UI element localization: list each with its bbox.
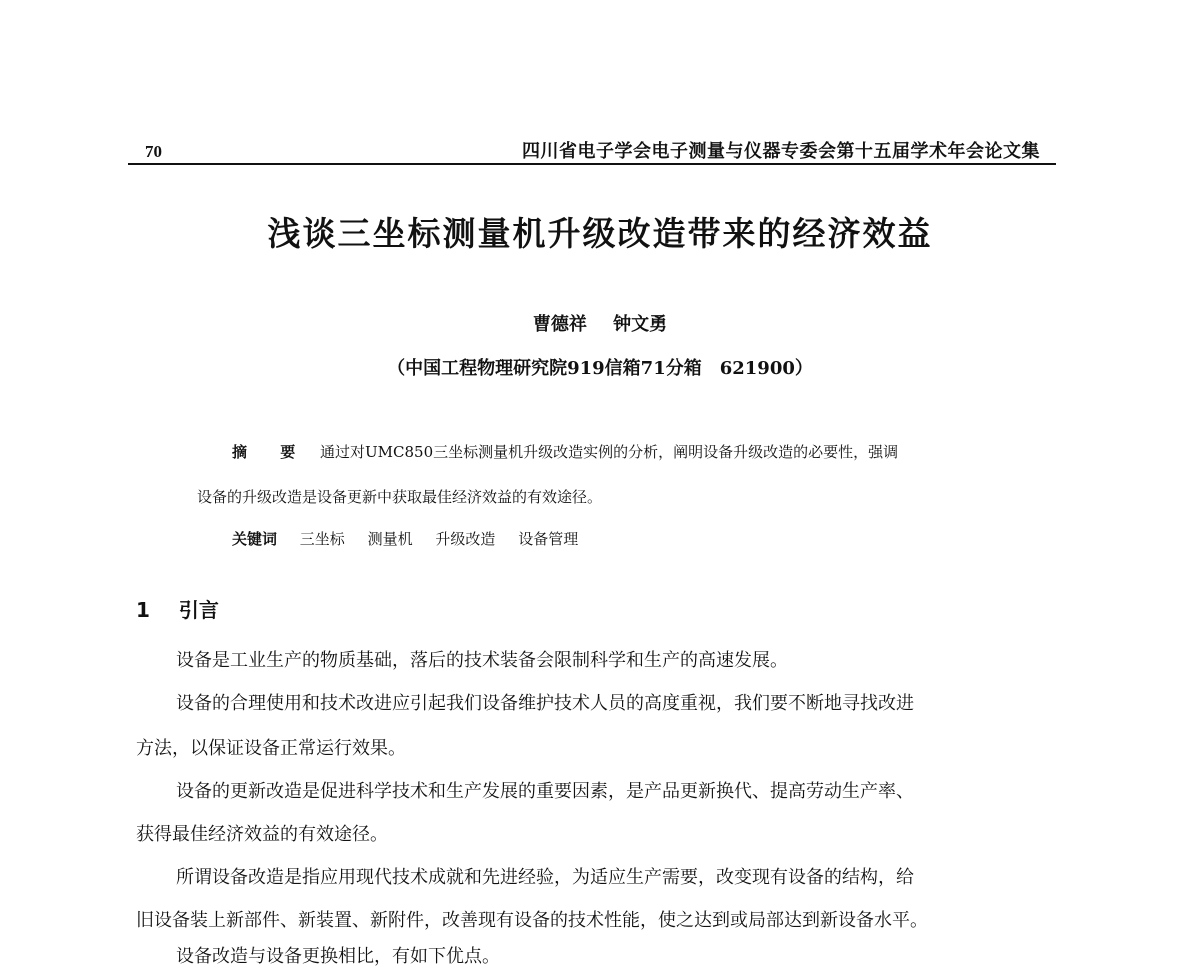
body-paragraph-line: 所谓设备改造是指应用现代技术成就和先进经验，为适应生产需要，改变现有设备的结构，给 bbox=[176, 867, 914, 888]
keyword: 测量机 bbox=[367, 530, 413, 548]
body-paragraph-line: 设备是工业生产的物质基础，落后的技术装备会限制科学和生产的高速发展。 bbox=[176, 650, 788, 671]
abstract-text-line: 通过对UMC850三坐标测量机升级改造实例的分析，阐明设备升级改造的必要性，强调 bbox=[320, 443, 899, 461]
body-paragraph-line: 获得最佳经济效益的有效途径。 bbox=[136, 824, 388, 845]
authors bbox=[0, 310, 1200, 336]
page-number: 70 bbox=[145, 142, 162, 161]
author-name: 钟文勇 bbox=[613, 314, 668, 335]
keyword: 设备管理 bbox=[518, 530, 579, 548]
body-paragraph-line: 设备的更新改造是促进科学技术和生产发展的重要因素，是产品更新换代、提高劳动生产率、 bbox=[176, 781, 914, 802]
paper-title: 浅谈三坐标测量机升级改造带来的经济效益 bbox=[267, 214, 933, 253]
keywords bbox=[232, 528, 596, 549]
section-heading bbox=[136, 594, 219, 623]
abstract-text-line: 设备的升级改造是设备更新中获取最佳经济效益的有效途径。 bbox=[197, 488, 603, 506]
keyword: 升级改造 bbox=[435, 530, 496, 548]
keywords-label: 关键词 bbox=[232, 530, 278, 548]
header-rule bbox=[128, 163, 1056, 165]
section-title: 引言 bbox=[178, 598, 219, 622]
body-paragraph-line: 设备改造与设备更换相比，有如下优点。 bbox=[176, 946, 500, 967]
body-paragraph-line: 旧设备装上新部件、新装置、新附件，改善现有设备的技术性能，使之达到或局部达到新设备水平。 bbox=[136, 910, 928, 931]
abstract bbox=[232, 441, 898, 462]
author-name: 曹德祥 bbox=[532, 314, 587, 335]
abstract-label: 摘 要 bbox=[232, 443, 310, 461]
keyword: 三坐标 bbox=[299, 530, 345, 548]
running-head: 四川省电子学会电子测量与仪器专委会第十五届学术年会论文集 bbox=[522, 141, 1040, 162]
section-number: 1 bbox=[136, 598, 150, 622]
affiliation: （中国工程物理研究院919信箱71分箱 621900） bbox=[387, 358, 813, 379]
body-paragraph-line: 方法，以保证设备正常运行效果。 bbox=[136, 738, 406, 759]
body-paragraph-line: 设备的合理使用和技术改进应引起我们设备维护技术人员的高度重视，我们要不断地寻找改进 bbox=[176, 693, 914, 714]
